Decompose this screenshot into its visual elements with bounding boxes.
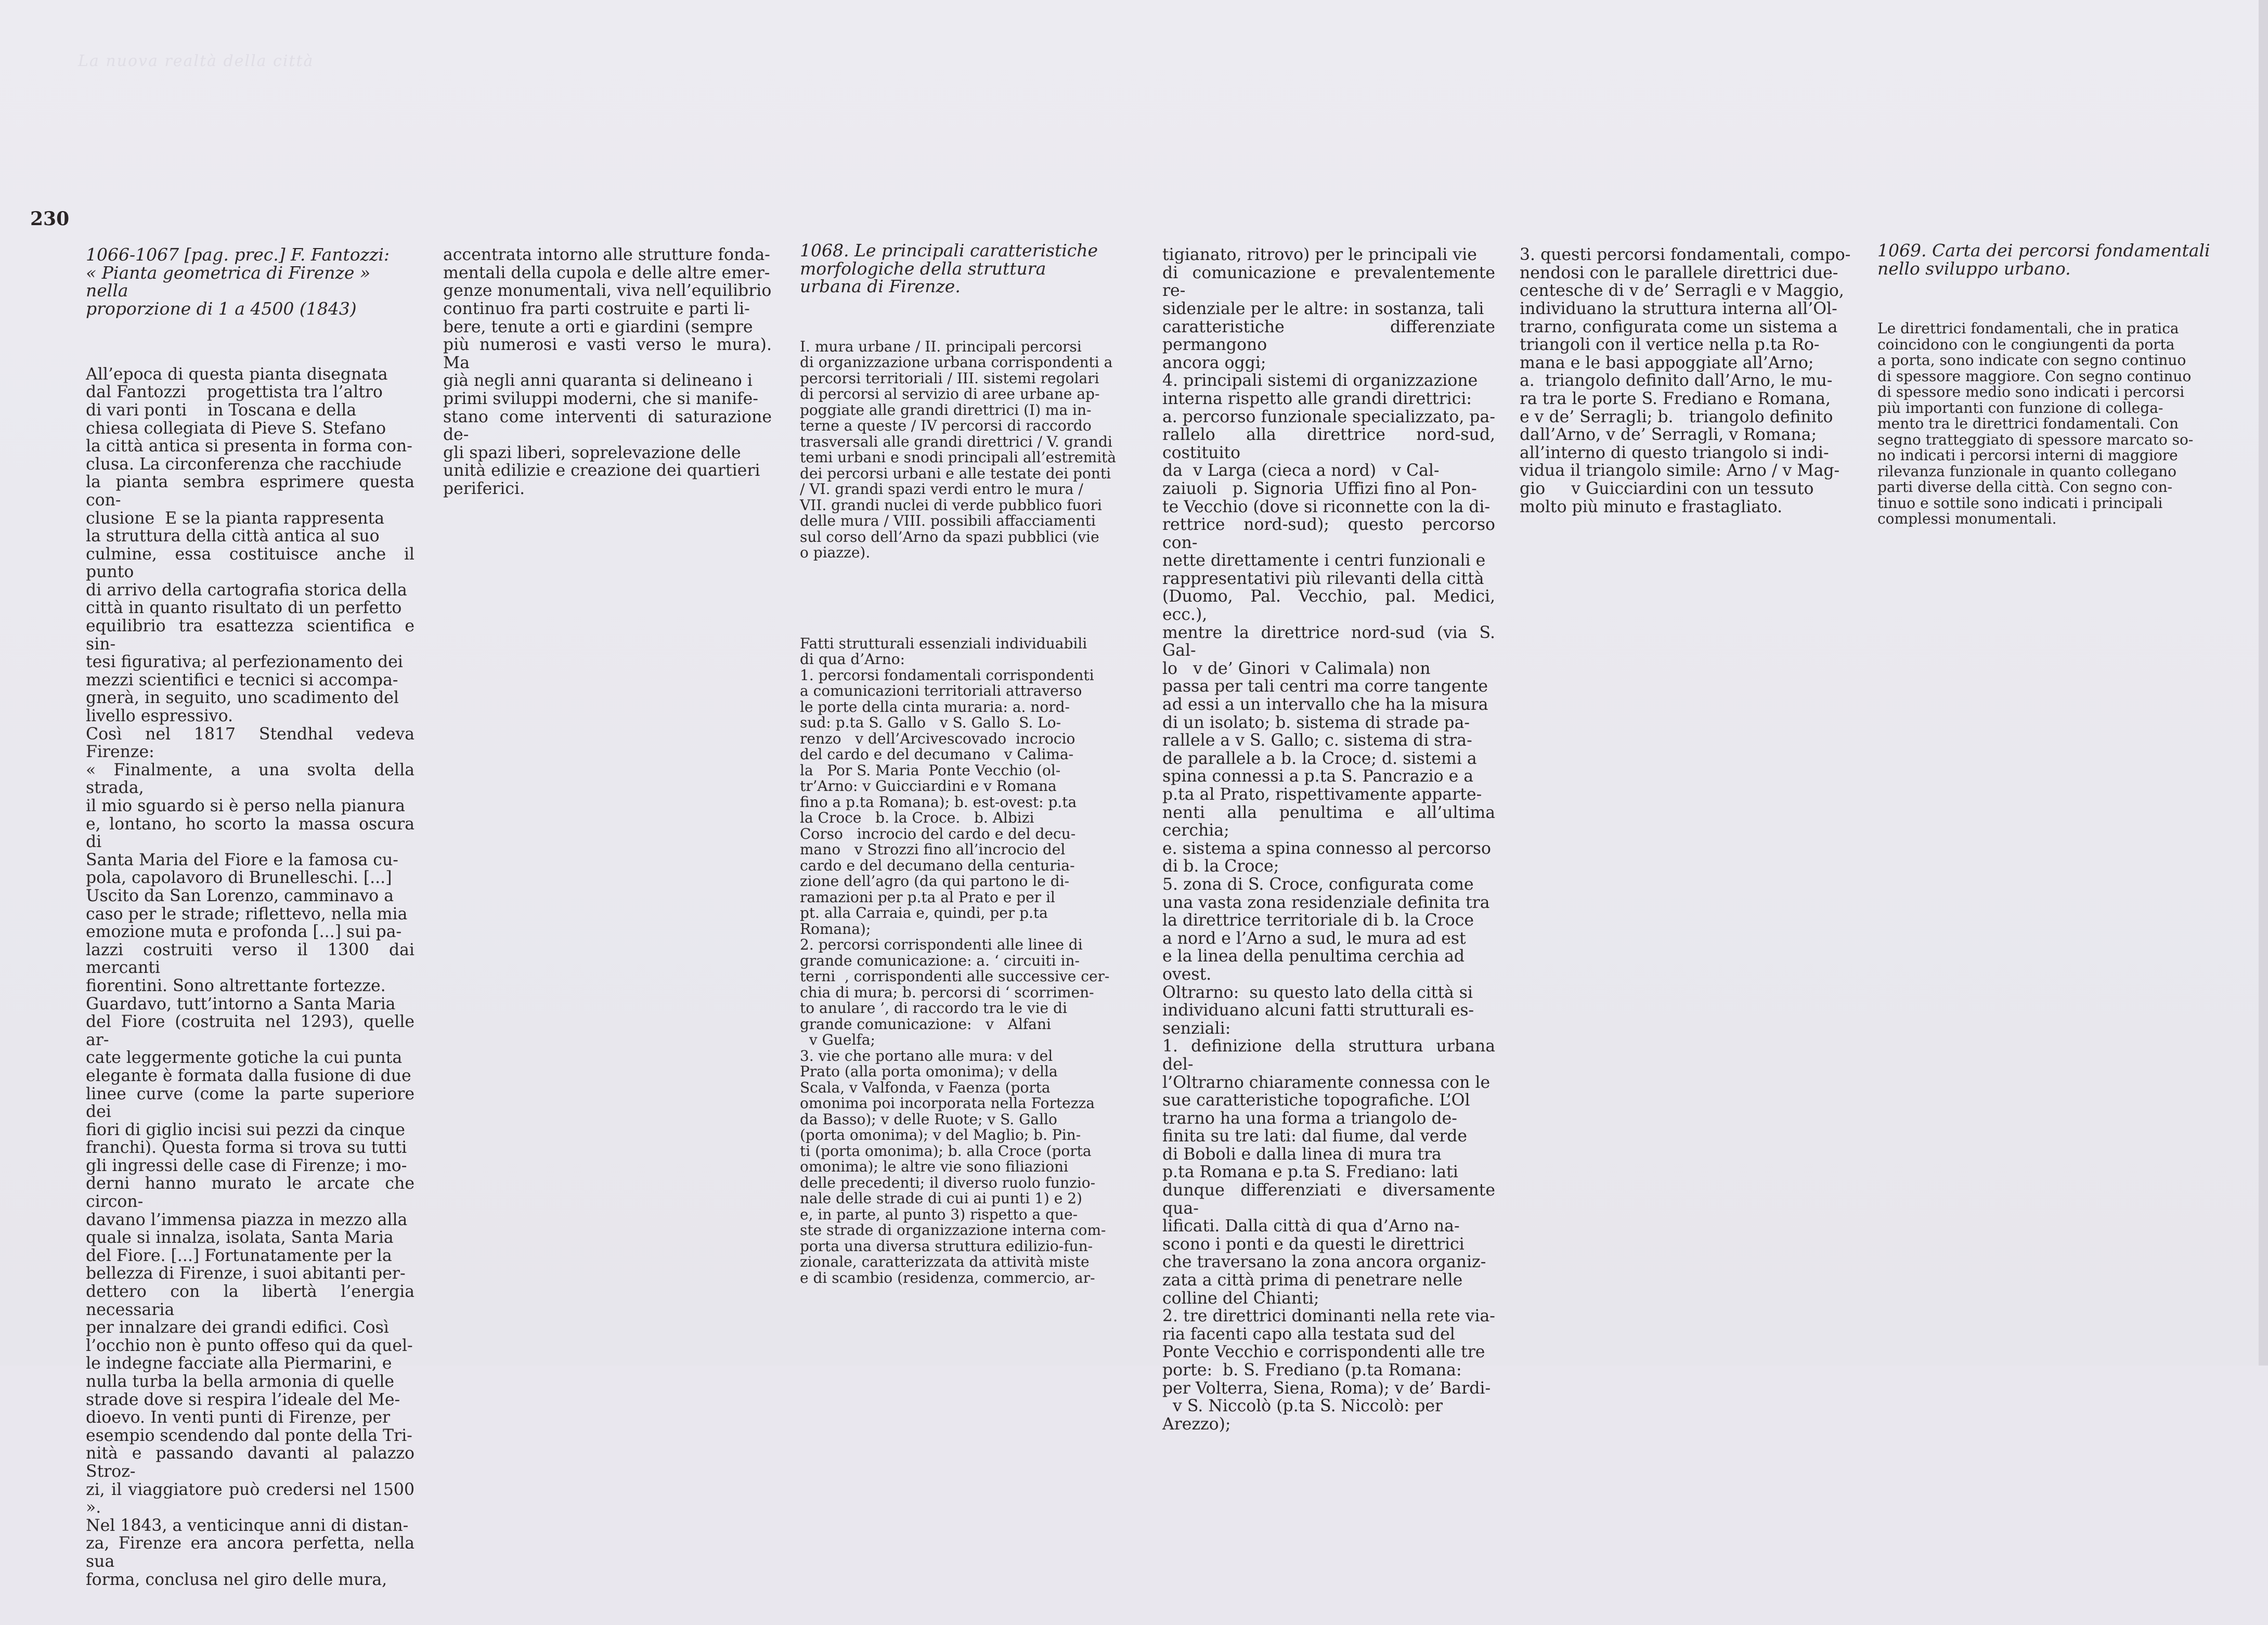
page-edge xyxy=(2259,0,2268,1366)
text-column-6 xyxy=(1877,210,2218,559)
column-1-body: All’epoca di questa pianta disegnata dal Fantozzi progettista tra l’altro di vari ponti in Toscana e della chiesa collegiata di Pieve S. Stefano la città antica si presenta in forma con- clusa. La circonferenza che racchiude la pianta sembra esprimere questa con- clusione E se la pianta rappresenta la struttura della città antica al suo culmine, essa costituisce anche il punto di arrivo della cartografia storica della città in quanto risultato di un perfetto equilibrio tra esattezza scientifica e sin- tesi figurativa; al perfezionamento dei mezzi scientifici e tecnici si accompa- gnerà, in seguito, uno scadimento del livello espressivo. Così nel 1817 Stendhal vedeva Firenze: « Finalmente, a una svolta della strada, il mio sguardo si è perso nella pianura e, lontano, ho scorto la massa oscura di Santa Maria del Fiore e la famosa cu- pola, capolavoro di Brunelleschi. [...] Uscito da San Lorenzo, camminavo a caso per le strade; riflettevo, nella mia emozione muta e profonda [...] sui pa- lazzi costruiti verso il 1300 dai mercanti fiorentini. Sono altrettante fortezze. Guardavo, tutt’intorno a Santa Maria del Fiore (costruita nel 1293), quelle ar- cate leggermente gotiche la cui punta elegante è formata dalla fusione di due linee curve (come la parte superiore dei fiori di giglio incisi sui pezzi da cinque franchi). Questa forma si trova su tutti gli ingressi delle case di Firenze; i mo- derni hanno murato le arcate che circon- davano l’immensa piazza in mezzo alla quale si innalza, isolata, Santa Maria del Fiore. [...] Fortunatamente per la bellezza di Firenze, i suoi abitanti per- dettero con la libertà l’energia necessaria per innalzare dei grandi edifici. Così l’occhio non è punto offeso qui da quel- le indegne facciate alla Piermarini, e nulla turba la bella armonia di quelle strade dove si respira l’ideale del Me- dioevo. In venti punti di Firenze, per esempio scendendo dal ponte della Tri- nità e passando davanti al palazzo Stroz- zi, il viaggiatore può credersi nel 1500 ». Nel 1843, a venticinque anni di distan- za, Firenze era ancora perfetta, nella sua forma, conclusa nel giro delle mura, xyxy=(86,365,414,1589)
text-column-3 xyxy=(800,210,1129,1318)
text-column-2 xyxy=(443,210,772,534)
column-3-body: Fatti strutturali essenziali individuabili di qua d’Arno: 1. percorsi fondamentali corrispondenti a comunicazioni territoriali attraverso le porte della cinta muraria: a. nord- sud: p.ta S. Gallo v S. Gallo S. Lo- renzo v dell’Arcivescovado incrocio del cardo e del decumano v Calima- la Por S. Maria Ponte Vecchio (ol- tr’Arno: v Guicciardini e v Romana fino a p.ta Romana); b. est-ovest: p.ta la Croce b. la Croce. b. Albizi Corso incrocio del cardo e del decu- mano v Strozzi fino all’incrocio del cardo e del decumano della centuria- zione dell’agro (da qui partono le di- ramazioni per p.ta al Prato e per il pt. alla Carraia e, quindi, per p.ta Romana); 2. percorsi corrispondenti alle linee di grande comunicazione: a. ‘ circuiti in- terni , corrispondenti alle successive cer- chia di mura; b. percorsi di ‘ scorrimen- to anulare ’, di raccordo tra le vie di grande comunicazione: v Alfani v Guelfa; 3. vie che portano alle mura: v del Prato (alla porta omonima); v della Scala, v Valfonda, v Faenza (porta omonima poi incorporata nella Fortezza da Basso); v delle Ruote; v S. Gallo (porta omonima); v del Maglio; b. Pin- ti (porta omonima); b. alla Croce (porta omonima); le altre vie sono filiazioni delle precedenti; il diverso ruolo funzio- nale delle strade di cui ai punti 1) e 2) e, in parte, al punto 3) rispetto a que- ste strade di organizzazione interna com- porta una diversa struttura edilizio-fun- zionale, caratterizzata da attività miste e di scambio (residenza, commercio, ar- xyxy=(800,634,1110,1286)
column-5-body: 3. questi percorsi fondamentali, compo- nendosi con le parallele direttrici due- centesche di v de’ Serragli e v Maggio, individuano la struttura interna all’Ol- trarno, configurata come un sistema a triangoli con il vertice nella p.ta Ro- mana e le basi appoggiate all’Arno; a. triangolo definito dall’Arno, le mu- ra tra le porte S. Frediano e Romana, e v de’ Serragli; b. triangolo definito dall’Arno, v de’ Serragli, v Romana; all’interno di questo triangolo si indi- vidua il triangolo simile: Arno / v Mag- gio v Guicciardini con un tessuto molto più minuto e frastagliato. xyxy=(1520,245,1851,516)
page-number: 230 xyxy=(30,208,70,230)
running-head: La nuova realtà della città xyxy=(78,52,314,70)
figure-caption-1066-1067: 1066-1067 [pag. prec.] F. Fantozzi: « Pianta geometrica di Firenze » nella proporzione di 1 a 4500 (1843) xyxy=(86,244,390,319)
text-column-5 xyxy=(1520,210,1852,552)
column-4-body: tigianato, ritrovo) per le principali vie di comunicazione e prevalentemente re- sidenziale per le altre: in sostanza, tali caratteristiche differenziate permangono ancora oggi; 4. principali sistemi di organizzazione interna rispetto alle grandi direttrici: a. percorso funzionale specializzato, pa- rallelo alla direttrice nord-sud, costituito da v Larga (cieca a nord) v Cal- zaiuoli p. Signoria Uffizi fino al Pon- te Vecchio (dove si riconnette con la di- rettrice nord-sud); questo percorso con- nette direttamente i centri funzionali e rappresentativi più rilevanti della città (Duomo, Pal. Vecchio, pal. Medici, ecc.), mentre la direttrice nord-sud (via S. Gal- lo v de’ Ginori v Calimala) non passa per tali centri ma corre tangente ad essi a un intervallo che ha la misura di un isolato; b. sistema di strade pa- rallele a v S. Gallo; c. sistema di stra- de parallele a b. la Croce; d. sistemi a spina connessi a p.ta S. Pancrazio e a p.ta al Prato, rispettivamente apparte- nenti alla penultima e all’ultima cerchia; e. sistema a spina connesso al percorso di b. la Croce; 5. zona di S. Croce, configurata come una vasta zona residenziale definita tra la direttrice territoriale di b. la Croce a nord e l’Arno a sud, le mura ad est e la linea della penultima cerchia ad ovest. Oltrarno: su questo lato della città si individuano alcuni fatti strutturali es- senziali: 1. definizione della struttura urbana del- l’Oltrarno chiaramente connessa con le sue caratteristiche topografiche. L’Ol trarno ha una forma a triangolo de- finita su tre lati: dal fiume, dal verde di Boboli e dalla linea di mura tra p.ta Romana e p.ta S. Frediano: lati dunque differenziati e diversamente qua- lificati. Dalla città di qua d’Arno na- scono i ponti e da questi le direttrici che traversano la zona ancora organiz- zata a città prima di penetrare nelle colline del Chianti; 2. tre direttrici dominanti nella rete via- ria facenti capo alla testata sud del Ponte Vecchio e corrispondenti alle tre porte: b. S. Frediano (p.ta Romana: per Volterra, Siena, Roma); v de’ Bardi- v S. Niccolò (p.ta S. Niccolò: per Arezzo); xyxy=(1162,245,1495,1434)
column-6-body: Le direttrici fondamentali, che in pratica coincidono con le congiungenti da porta a porta, sono indicate con segno continuo di spessore maggiore. Con segno continuo di spessore medio sono indicati i percorsi più importanti con funzione di collega- mento tra le direttrici fondamentali. Con segno tratteggiato di spessore marcato so- no indicati i percorsi interni di maggiore rilevanza funzionale in quanto collegano parti diverse della città. Con segno con- tinuo e sottile sono indicati i principali complessi monumentali. xyxy=(1877,320,2194,528)
figure-caption-1069: 1069. Carta dei percorsi fondamentali nello sviluppo urbano. xyxy=(1877,240,2210,279)
text-column-4 xyxy=(1162,210,1495,1470)
column-2-body: accentrata intorno alle strutture fonda- mentali della cupola e delle altre emer- genze monumentali, viva nell’equilibrio continuo fra parti costruite e parti li- bere, tenute a orti e giardini (sempre più numerosi e vasti verso le mura). Ma già negli anni quaranta si delineano i primi sviluppi moderni, che si manife- stano come interventi di saturazione de- gli spazi liberi, soprelevazione delle unità edilizie e creazione dei quartieri periferici. xyxy=(443,245,772,498)
figure-legend-1068: I. mura urbane / II. principali percorsi di organizzazione urbana corrispondenti a percorsi territoriali / III. sistemi regolari di percorsi al servizio di aree urbane ap- poggiate alle grandi direttrici (I) ma in- terne a queste / IV percorsi di raccordo trasversali alle grandi direttrici / V. grandi temi urbani e snodi principali all’estremità dei percorsi urbani e alle testate dei ponti / VI. grandi spazi verdi entro le mura / VII. grandi nuclei di verde pubblico fuori delle mura / VIII. possibili affacciamenti sul corso dell’Arno da spazi pubblici (vie o piazze). xyxy=(800,337,1117,562)
figure-caption-1068: 1068. Le principali caratteristiche morfologiche della struttura urbana di Firenze. xyxy=(800,240,1098,297)
text-column-1 xyxy=(86,210,414,1624)
